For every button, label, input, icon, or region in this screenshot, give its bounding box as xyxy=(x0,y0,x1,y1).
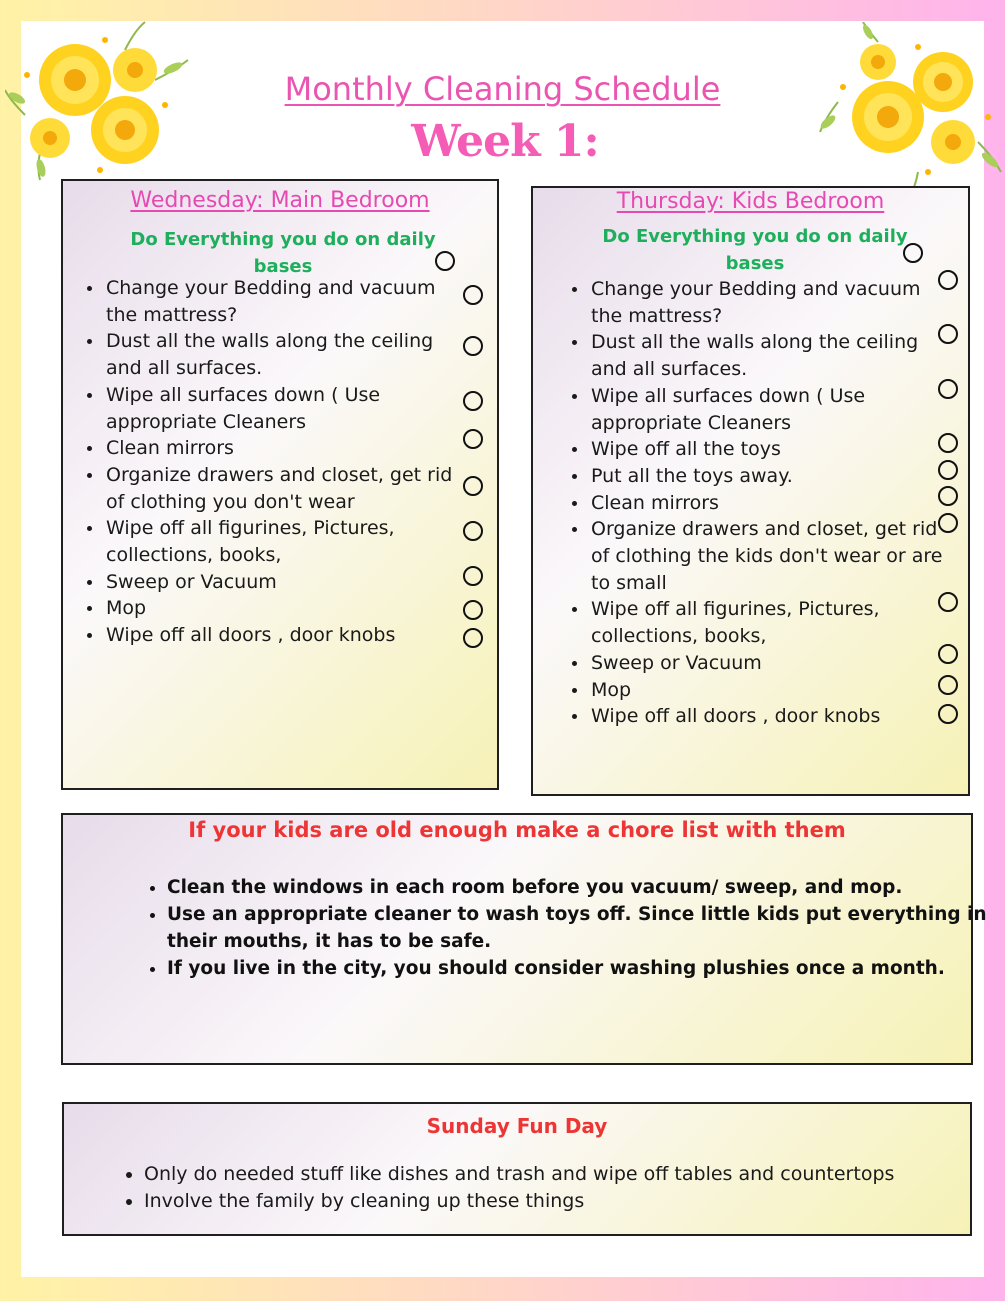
kids-chore-card xyxy=(61,813,987,1065)
thursday-daily-note: Do Everything you do on daily bases xyxy=(602,226,908,274)
checkbox-circle-icon[interactable] xyxy=(463,628,483,648)
checkbox-circle-icon[interactable] xyxy=(938,486,958,506)
sunday-list xyxy=(122,1161,974,1215)
thursday-task-item: • Organize drawers and closet, get rid of clothing the kids don't wear or are to small xyxy=(589,516,949,596)
checkbox-circle-icon[interactable] xyxy=(463,429,483,449)
checkbox-circle-icon[interactable] xyxy=(903,243,923,263)
checkbox-circle-icon[interactable] xyxy=(938,592,958,612)
wednesday-task-item: • Dust all the walls along the ceiling and all surfaces. xyxy=(104,328,464,381)
sunday-heading: Sunday Fun Day xyxy=(426,1114,608,1138)
thursday-task-item: • Wipe off all figurines, Pictures, collections, books, xyxy=(589,596,949,649)
thursday-task-item: • Dust all the walls along the ceiling and all surfaces. xyxy=(589,329,949,382)
wednesday-card xyxy=(61,179,499,790)
checkbox-circle-icon[interactable] xyxy=(463,566,483,586)
kids-chore-item: • Use an appropriate cleaner to wash toys off. Since little kids put everything in their mouths, it has to be safe. xyxy=(167,901,987,955)
checkbox-circle-icon[interactable] xyxy=(435,251,455,271)
wednesday-heading: Wednesday: Main Bedroom xyxy=(130,188,430,213)
thursday-card xyxy=(531,186,970,796)
wednesday-task-item: • Clean mirrors xyxy=(104,435,464,462)
checkbox-circle-icon[interactable] xyxy=(938,513,958,533)
checkbox-circle-icon[interactable] xyxy=(938,379,958,399)
wednesday-task-item: • Wipe off all doors , door knobs xyxy=(104,622,464,649)
wednesday-daily-note: Do Everything you do on daily bases xyxy=(130,229,436,277)
checkbox-circle-icon[interactable] xyxy=(938,433,958,453)
kids-chore-list xyxy=(143,874,987,982)
wednesday-task-item: • Change your Bedding and vacuum the mattress? xyxy=(104,275,464,328)
thursday-task-list xyxy=(568,276,949,730)
kids-chore-item: • If you live in the city, you should consider washing plushies once a month. xyxy=(167,955,987,982)
checkbox-circle-icon[interactable] xyxy=(938,460,958,480)
checkbox-circle-icon[interactable] xyxy=(463,391,483,411)
page-title: Monthly Cleaning Schedule xyxy=(284,70,721,108)
thursday-task-item: • Mop xyxy=(589,677,949,704)
checkbox-circle-icon[interactable] xyxy=(463,285,483,305)
kids-chore-item: • Clean the windows in each room before you vacuum/ sweep, and mop. xyxy=(167,874,987,901)
week-heading: Week 1: xyxy=(411,116,599,167)
wednesday-task-item: • Sweep or Vacuum xyxy=(104,569,464,596)
checkbox-circle-icon[interactable] xyxy=(463,336,483,356)
checkbox-circle-icon[interactable] xyxy=(463,600,483,620)
sunday-item: • Only do needed stuff like dishes and trash and wipe off tables and countertops xyxy=(144,1161,974,1188)
checkbox-circle-icon[interactable] xyxy=(938,270,958,290)
wednesday-task-item: • Organize drawers and closet, get rid of clothing you don't wear xyxy=(104,462,464,515)
thursday-task-item: • Change your Bedding and vacuum the mattress? xyxy=(589,276,949,329)
checkbox-circle-icon[interactable] xyxy=(938,644,958,664)
thursday-task-item: • Put all the toys away. xyxy=(589,463,949,490)
thursday-task-item: • Wipe off all the toys xyxy=(589,436,949,463)
sunday-item: • Involve the family by cleaning up these things xyxy=(144,1188,974,1215)
wednesday-task-item: • Wipe off all figurines, Pictures, collections, books, xyxy=(104,515,464,568)
checkbox-circle-icon[interactable] xyxy=(938,675,958,695)
checkbox-circle-icon[interactable] xyxy=(463,476,483,496)
thursday-task-item: • Wipe all surfaces down ( Use appropriate Cleaners xyxy=(589,383,949,436)
wednesday-task-list xyxy=(83,275,464,649)
thursday-heading: Thursday: Kids Bedroom xyxy=(616,189,885,214)
checkbox-circle-icon[interactable] xyxy=(463,521,483,541)
thursday-task-item: • Wipe off all doors , door knobs xyxy=(589,703,949,730)
wednesday-task-item: • Wipe all surfaces down ( Use appropriate Cleaners xyxy=(104,382,464,435)
checkbox-circle-icon[interactable] xyxy=(938,324,958,344)
checkbox-circle-icon[interactable] xyxy=(938,704,958,724)
wednesday-task-item: • Mop xyxy=(104,595,464,622)
kids-chore-heading: If your kids are old enough make a chore list with them xyxy=(188,818,846,842)
sunday-card xyxy=(62,1102,972,1236)
thursday-task-item: • Sweep or Vacuum xyxy=(589,650,949,677)
thursday-task-item: • Clean mirrors xyxy=(589,490,949,517)
